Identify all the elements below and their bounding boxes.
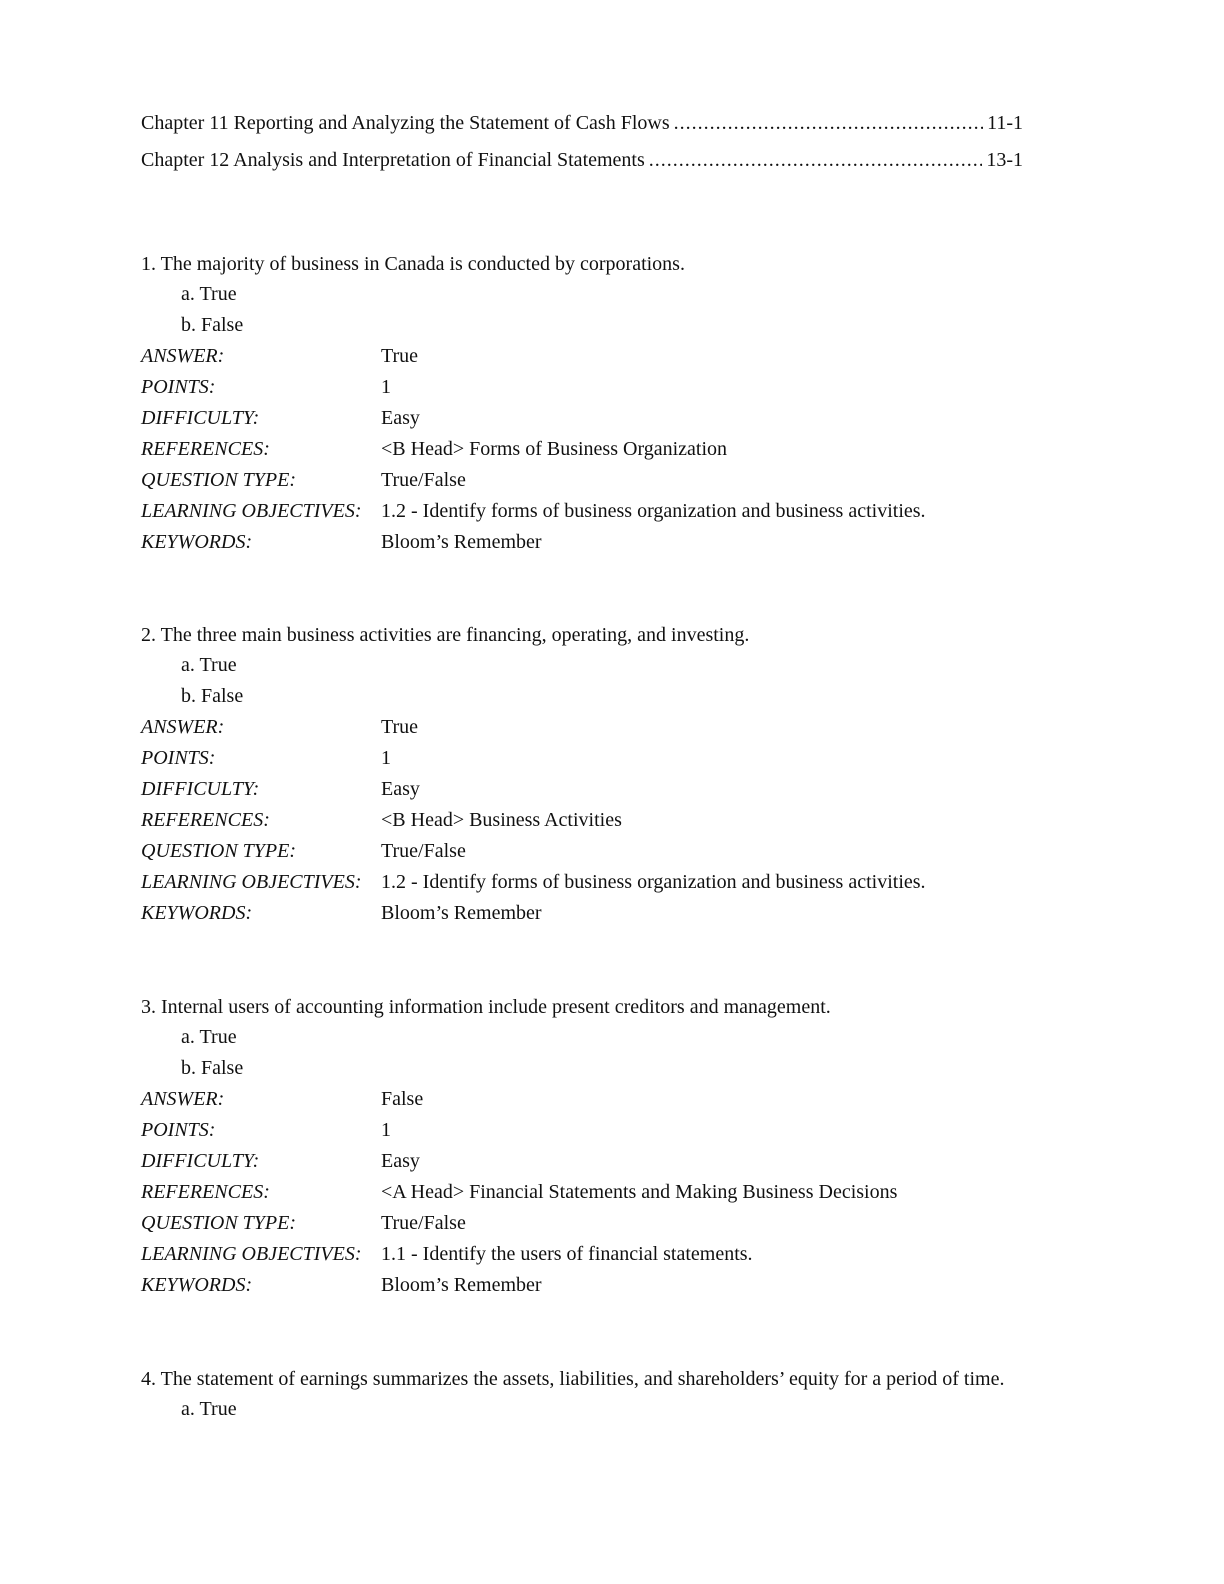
- option-true: a. True: [181, 1026, 237, 1048]
- question-text: 4. The statement of earnings summarizes the assets, liabilities, and shareholders’ equity for a period of time.: [141, 1368, 1005, 1390]
- question-text: 2. The three main business activities are financing, operating, and investing.: [141, 624, 750, 646]
- option-false: b. False: [181, 314, 244, 336]
- points-row: [141, 372, 1041, 403]
- references-label: REFERENCES:: [141, 809, 270, 831]
- answer-value: True: [381, 716, 419, 738]
- points-value: 1: [381, 376, 391, 398]
- points-label: POINTS:: [141, 1119, 216, 1141]
- learning-objectives-row: [141, 867, 1041, 898]
- question-type-label: QUESTION TYPE:: [141, 1212, 297, 1234]
- difficulty-row: [141, 403, 1041, 434]
- question-metadata: [141, 341, 1041, 558]
- question-text: 3. Internal users of accounting information include present creditors and management.: [141, 996, 831, 1018]
- references-label: REFERENCES:: [141, 1181, 270, 1203]
- references-value: <A Head> Financial Statements and Making Business Decisions: [381, 1181, 898, 1203]
- question-type-value: True/False: [381, 1212, 466, 1234]
- answer-options: [141, 650, 1041, 712]
- answer-label: ANSWER:: [141, 345, 225, 367]
- keywords-row: [141, 1270, 1041, 1301]
- question-metadata: [141, 1084, 1041, 1301]
- question-metadata: [141, 712, 1041, 929]
- points-label: POINTS:: [141, 376, 216, 398]
- keywords-value: Bloom’s Remember: [381, 531, 542, 553]
- question-1: [141, 252, 1041, 558]
- learning-objectives-label: LEARNING OBJECTIVES:: [141, 500, 362, 522]
- difficulty-label: DIFFICULTY:: [141, 1150, 260, 1172]
- question-type-value: True/False: [381, 469, 466, 491]
- keywords-label: KEYWORDS:: [141, 902, 253, 924]
- difficulty-value: Easy: [381, 1150, 420, 1172]
- answer-value: True: [381, 345, 419, 367]
- points-value: 1: [381, 747, 391, 769]
- keywords-value: Bloom’s Remember: [381, 902, 542, 924]
- learning-objectives-row: [141, 1239, 1041, 1270]
- difficulty-row: [141, 1146, 1041, 1177]
- difficulty-label: DIFFICULTY:: [141, 778, 260, 800]
- answer-options: [141, 1394, 1041, 1425]
- toc-entry-title: Chapter 12 Analysis and Interpretation of Financial Statements: [141, 149, 645, 171]
- toc-dot-leader: [674, 112, 983, 135]
- keywords-label: KEYWORDS:: [141, 1274, 253, 1296]
- points-row: [141, 743, 1041, 774]
- points-value: 1: [381, 1119, 391, 1141]
- difficulty-row: [141, 774, 1041, 805]
- references-value: <B Head> Business Activities: [381, 809, 622, 831]
- question-type-row: [141, 465, 1041, 496]
- answer-row: [141, 1084, 1041, 1115]
- learning-objectives-label: LEARNING OBJECTIVES:: [141, 1243, 362, 1265]
- answer-row: [141, 341, 1041, 372]
- question-type-row: [141, 1208, 1041, 1239]
- references-row: [141, 1177, 1041, 1208]
- toc-dot-leader: [649, 149, 983, 172]
- difficulty-value: Easy: [381, 407, 420, 429]
- keywords-row: [141, 527, 1041, 558]
- question-4: [141, 1367, 1041, 1425]
- references-label: REFERENCES:: [141, 438, 270, 460]
- difficulty-value: Easy: [381, 778, 420, 800]
- option-true: a. True: [181, 654, 237, 676]
- question-type-label: QUESTION TYPE:: [141, 840, 297, 862]
- toc-entry: [141, 112, 1023, 149]
- answer-options: [141, 279, 1041, 341]
- answer-label: ANSWER:: [141, 716, 225, 738]
- learning-objectives-value: 1.1 - Identify the users of financial statements.: [381, 1243, 753, 1265]
- learning-objectives-value: 1.2 - Identify forms of business organization and business activities.: [381, 871, 926, 893]
- toc-entry-page: 11-1: [987, 112, 1023, 134]
- points-row: [141, 1115, 1041, 1146]
- question-type-value: True/False: [381, 840, 466, 862]
- question-2: [141, 623, 1041, 929]
- keywords-value: Bloom’s Remember: [381, 1274, 542, 1296]
- difficulty-label: DIFFICULTY:: [141, 407, 260, 429]
- keywords-label: KEYWORDS:: [141, 531, 253, 553]
- table-of-contents: [141, 112, 1023, 186]
- references-row: [141, 805, 1041, 836]
- references-row: [141, 434, 1041, 465]
- toc-entry-title: Chapter 11 Reporting and Analyzing the Statement of Cash Flows: [141, 112, 670, 134]
- toc-entry: [141, 149, 1023, 186]
- option-false: b. False: [181, 1057, 244, 1079]
- learning-objectives-label: LEARNING OBJECTIVES:: [141, 871, 362, 893]
- option-true: a. True: [181, 283, 237, 305]
- answer-label: ANSWER:: [141, 1088, 225, 1110]
- learning-objectives-value: 1.2 - Identify forms of business organization and business activities.: [381, 500, 926, 522]
- keywords-row: [141, 898, 1041, 929]
- question-text: 1. The majority of business in Canada is conducted by corporations.: [141, 253, 685, 275]
- question-3: [141, 995, 1041, 1301]
- answer-value: False: [381, 1088, 424, 1110]
- answer-options: [141, 1022, 1041, 1084]
- option-false: b. False: [181, 685, 244, 707]
- answer-row: [141, 712, 1041, 743]
- question-type-label: QUESTION TYPE:: [141, 469, 297, 491]
- references-value: <B Head> Forms of Business Organization: [381, 438, 728, 460]
- toc-entry-page: 13-1: [986, 149, 1023, 171]
- learning-objectives-row: [141, 496, 1041, 527]
- question-type-row: [141, 836, 1041, 867]
- option-true: a. True: [181, 1398, 237, 1420]
- points-label: POINTS:: [141, 747, 216, 769]
